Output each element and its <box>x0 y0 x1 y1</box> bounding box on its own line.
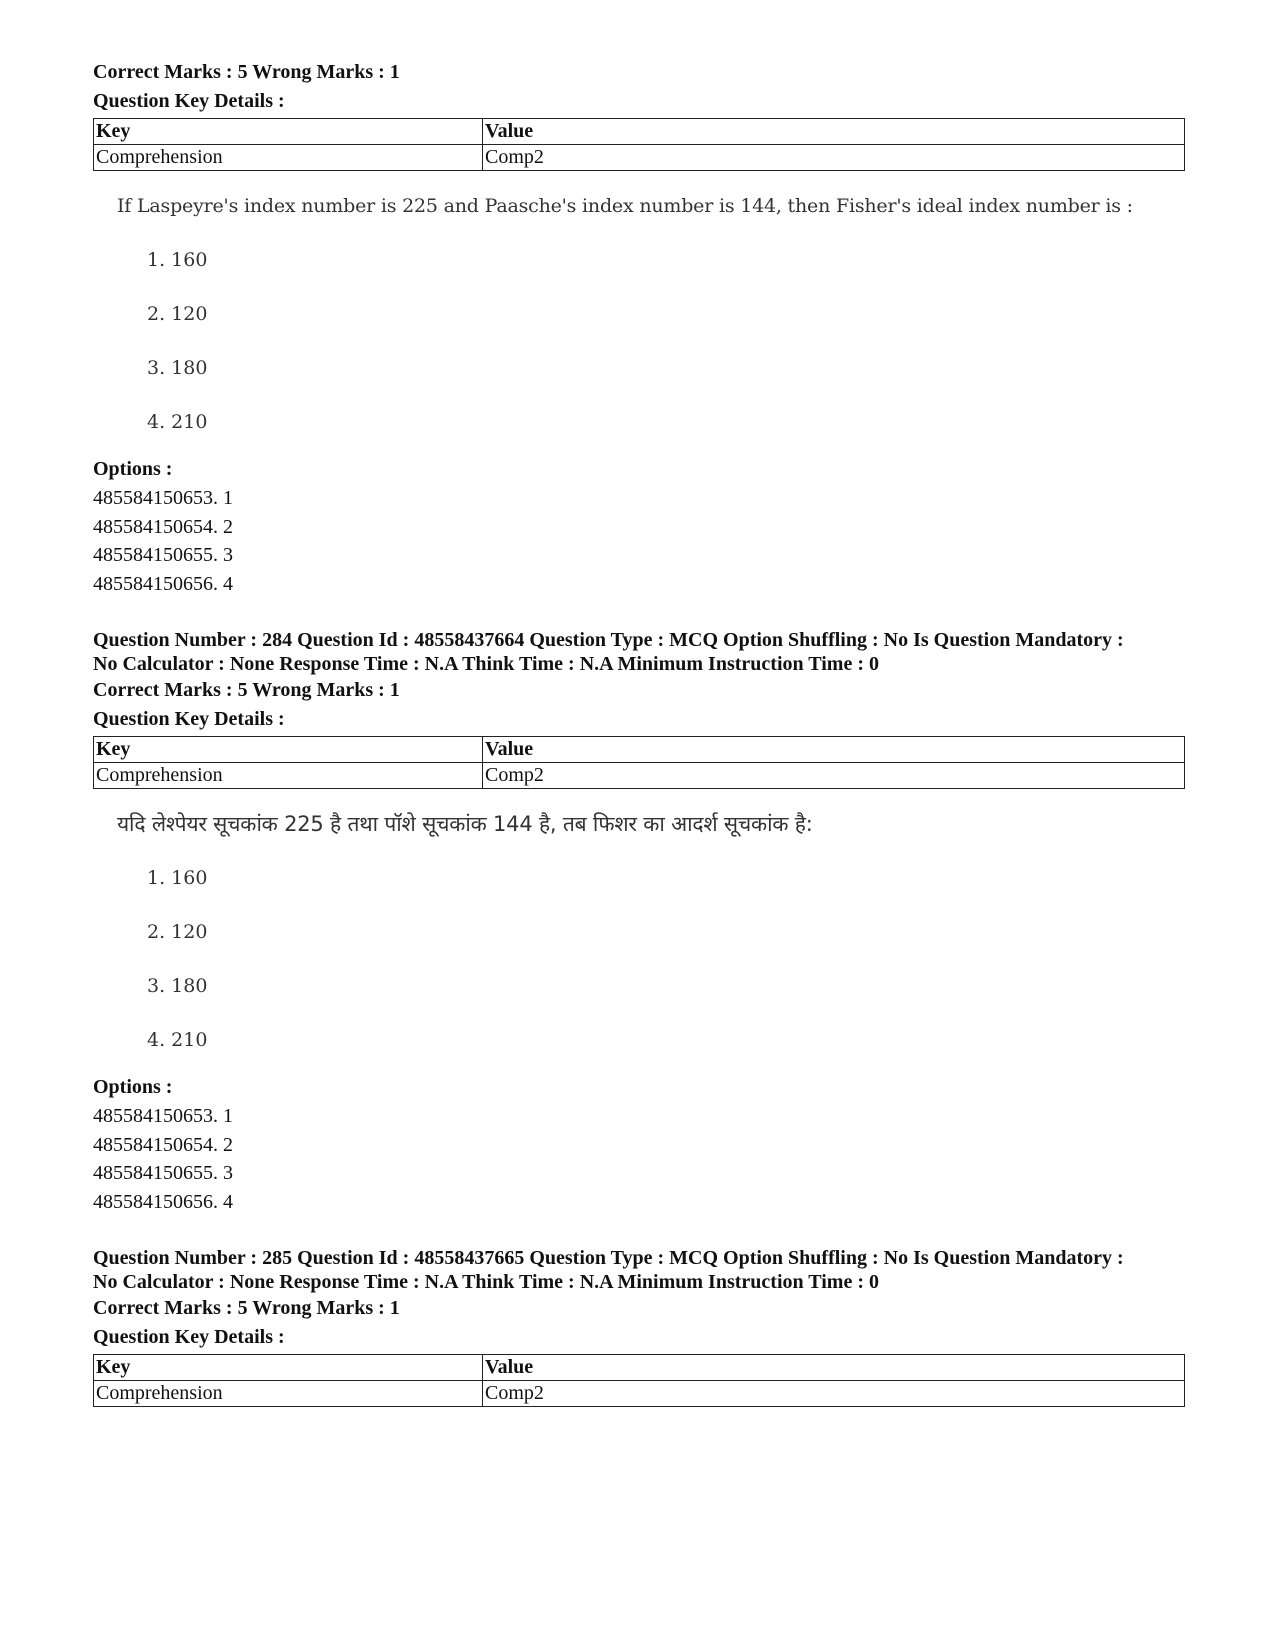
question-284-block <box>93 628 1185 1216</box>
question-285-block <box>93 1246 1185 1407</box>
table-cell-value: Comp2 <box>483 145 1185 171</box>
table-row <box>94 145 1185 171</box>
question-stem: यदि लेश्पेयर सूचकांक 225 है तथा पॉशे सूचकांक 144 है, तब फिशर का आदर्श सूचकांक है: <box>117 812 813 836</box>
option-item: 485584150656. 4 <box>93 1190 233 1213</box>
question-header-line1: Question Number : 284 Question Id : 48558437664 Question Type : MCQ Option Shuffling : No Is Question Mandatory : <box>93 629 1124 651</box>
table-row <box>94 763 1185 789</box>
marks-line: Correct Marks : 5 Wrong Marks : 1 <box>93 1297 400 1319</box>
choice-item: 4. 210 <box>147 1029 208 1051</box>
choice-item: 4. 210 <box>147 411 208 433</box>
key-details-label: Question Key Details : <box>93 1326 285 1348</box>
table-row <box>94 1381 1185 1407</box>
key-details-label: Question Key Details : <box>93 708 285 730</box>
table-header-key: Key <box>94 119 483 145</box>
question-header-line1: Question Number : 285 Question Id : 48558437665 Question Type : MCQ Option Shuffling : No Is Question Mandatory : <box>93 1247 1124 1269</box>
table-cell-value: Comp2 <box>483 763 1185 789</box>
choice-item: 1. 160 <box>147 867 208 889</box>
option-item: 485584150655. 3 <box>93 544 233 566</box>
choice-item: 1. 160 <box>147 249 208 271</box>
table-header-value: Value <box>483 119 1185 145</box>
table-cell-value: Comp2 <box>483 1381 1185 1407</box>
table-header-value: Value <box>483 737 1185 763</box>
table-header-value: Value <box>483 1355 1185 1381</box>
option-item: 485584150654. 2 <box>93 515 233 538</box>
document-page <box>93 58 1185 1407</box>
option-item: 485584150653. 1 <box>93 487 233 509</box>
choice-item: 2. 120 <box>147 303 208 325</box>
question-image <box>117 811 1185 1053</box>
choice-item: 3. 180 <box>147 975 208 997</box>
table-header-row <box>94 1355 1185 1381</box>
marks-line: Correct Marks : 5 Wrong Marks : 1 <box>93 61 400 83</box>
question-stem: If Laspeyre's index number is 225 and Paasche's index number is 144, then Fisher's ideal index number is : <box>117 195 1133 217</box>
table-cell-key: Comprehension <box>94 1381 483 1407</box>
question-header-line2: No Calculator : None Response Time : N.A Think Time : N.A Minimum Instruction Time : 0 <box>93 1271 879 1293</box>
choice-item: 3. 180 <box>147 357 208 379</box>
choice-item: 2. 120 <box>147 921 208 943</box>
options-label: Options : <box>93 1076 173 1098</box>
marks-line: Correct Marks : 5 Wrong Marks : 1 <box>93 679 400 701</box>
options-label: Options : <box>93 458 173 480</box>
table-cell-key: Comprehension <box>94 763 483 789</box>
option-item: 485584150656. 4 <box>93 572 233 595</box>
option-item: 485584150655. 3 <box>93 1162 233 1184</box>
option-item: 485584150654. 2 <box>93 1133 233 1156</box>
table-header-row <box>94 737 1185 763</box>
question-image <box>117 193 1185 435</box>
table-header-row <box>94 119 1185 145</box>
table-cell-key: Comprehension <box>94 145 483 171</box>
question-283-block <box>93 58 1185 598</box>
table-header-key: Key <box>94 737 483 763</box>
option-item: 485584150653. 1 <box>93 1105 233 1127</box>
key-details-label: Question Key Details : <box>93 90 285 112</box>
key-details-table <box>93 736 1185 789</box>
key-details-table <box>93 118 1185 171</box>
table-header-key: Key <box>94 1355 483 1381</box>
key-details-table <box>93 1354 1185 1407</box>
question-header-line2: No Calculator : None Response Time : N.A Think Time : N.A Minimum Instruction Time : 0 <box>93 653 879 675</box>
